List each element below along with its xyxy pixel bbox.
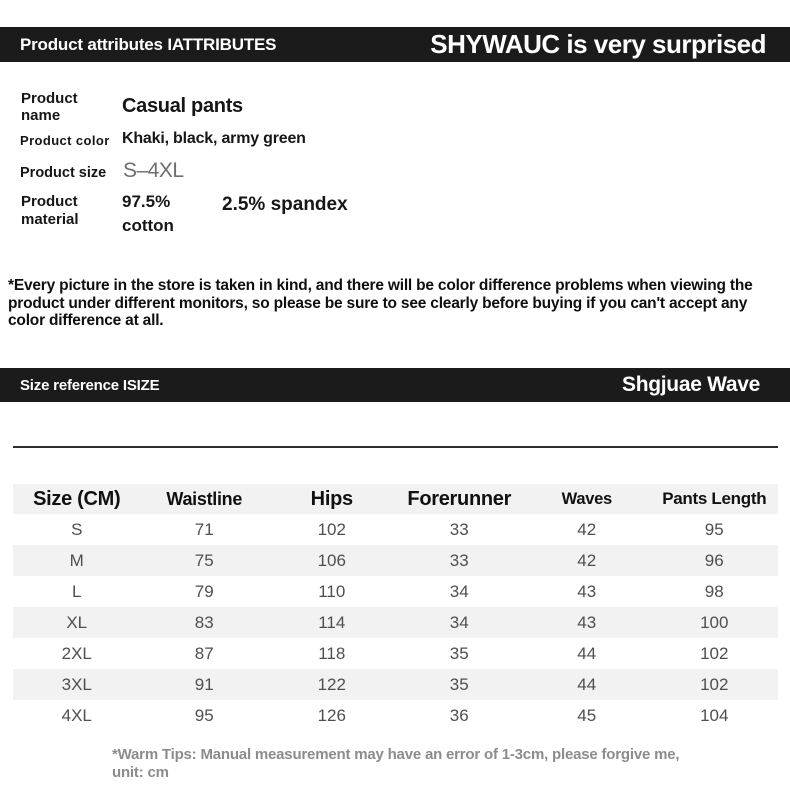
table-cell: 126 xyxy=(317,705,346,725)
header-size: Size (CM) xyxy=(33,487,121,510)
banner2-brand-title: Shgjuae Wave xyxy=(622,373,760,396)
product-color-value: Khaki, black, army green xyxy=(122,130,306,147)
header-hips: Hips xyxy=(310,487,353,510)
banner2-left-title: Size reference ISIZE xyxy=(20,376,160,394)
header-row xyxy=(13,484,778,514)
table-cell: 102 xyxy=(317,519,346,539)
table-row xyxy=(13,576,778,607)
product-size-label: Product size xyxy=(20,165,107,181)
table-cell: 36 xyxy=(449,705,469,725)
table-cell: 33 xyxy=(449,519,469,539)
disclaimer-line: product under different monitors, so please be sure to see clearly before buying if you can't accept any xyxy=(8,294,748,312)
banner1-left-title: Product attributes IATTRIBUTES xyxy=(20,34,277,54)
table-cell: 34 xyxy=(449,612,469,632)
disclaimer-line: color difference at all. xyxy=(8,312,164,329)
color-difference-disclaimer xyxy=(8,277,783,330)
table-cell: 95 xyxy=(194,705,214,725)
table-cell: 44 xyxy=(577,674,597,694)
warm-tips-line: *Warm Tips: Manual measurement may have an error of 1-3cm, please forgive me, xyxy=(112,746,680,763)
table-cell: 33 xyxy=(449,550,469,570)
table-cell: 102 xyxy=(700,643,729,663)
table-cell: 2XL xyxy=(61,643,92,663)
table-cell: 102 xyxy=(700,674,729,694)
table-cell: 35 xyxy=(449,643,469,663)
table-cell: 43 xyxy=(577,581,597,601)
product-material-value-cotton: 97.5% cotton xyxy=(122,192,174,235)
warm-tips-note xyxy=(112,746,712,782)
table-cell: 104 xyxy=(700,705,729,725)
table-cell: 87 xyxy=(194,643,214,663)
table-cell: 43 xyxy=(577,612,597,632)
table-row xyxy=(13,607,778,638)
size-chart-body xyxy=(13,514,778,731)
table-cell: 42 xyxy=(577,519,597,539)
table-cell: 100 xyxy=(700,612,729,632)
product-name-label: Product name xyxy=(21,90,78,124)
table-row xyxy=(13,700,778,731)
product-attributes-banner xyxy=(0,27,790,62)
table-cell: 35 xyxy=(449,674,469,694)
header-forerunner: Forerunner xyxy=(407,487,512,510)
table-cell: 71 xyxy=(194,519,214,539)
table-cell: S xyxy=(71,519,83,539)
table-row xyxy=(13,669,778,700)
horizontal-divider xyxy=(13,446,778,448)
product-material-label: Product material xyxy=(21,193,79,228)
banner1-brand-title: SHYWAUC is very surprised xyxy=(430,29,766,59)
table-row xyxy=(13,545,778,576)
table-cell: 83 xyxy=(194,612,214,632)
table-cell: 75 xyxy=(194,550,214,570)
table-cell: M xyxy=(69,550,84,570)
table-cell: 122 xyxy=(317,674,346,694)
header-waves: Waves xyxy=(561,489,612,508)
product-size-value: S–4XL xyxy=(123,159,184,182)
table-cell: 91 xyxy=(194,674,214,694)
product-name-value: Casual pants xyxy=(122,95,243,117)
table-cell: 45 xyxy=(577,705,597,725)
table-row xyxy=(13,638,778,669)
header-pants-length: Pants Length xyxy=(662,489,767,508)
table-cell: 114 xyxy=(318,612,346,632)
table-cell: XL xyxy=(66,612,88,632)
table-cell: 42 xyxy=(577,550,597,570)
table-cell: 110 xyxy=(318,581,346,601)
table-cell: 96 xyxy=(704,550,724,570)
table-cell: 3XL xyxy=(61,674,92,694)
table-cell: L xyxy=(72,581,82,601)
size-chart-header xyxy=(13,484,778,514)
table-cell: 98 xyxy=(704,581,724,601)
warm-tips-line: unit: cm xyxy=(112,764,169,781)
size-reference-banner xyxy=(0,368,790,402)
table-cell: 118 xyxy=(318,643,346,663)
table-cell: 4XL xyxy=(61,705,92,725)
size-chart-table xyxy=(13,484,778,731)
table-cell: 79 xyxy=(194,581,214,601)
product-material-value-spandex: 2.5% spandex xyxy=(222,194,348,215)
header-waistline: Waistline xyxy=(166,488,243,509)
disclaimer-line: *Every picture in the store is taken in kind, and there will be color difference problems when viewing the xyxy=(8,277,753,294)
table-cell: 34 xyxy=(449,581,469,601)
table-cell: 106 xyxy=(317,550,346,570)
table-cell: 95 xyxy=(704,519,724,539)
product-color-label: Product color xyxy=(20,133,110,148)
table-row xyxy=(13,514,778,545)
table-cell: 44 xyxy=(577,643,597,663)
